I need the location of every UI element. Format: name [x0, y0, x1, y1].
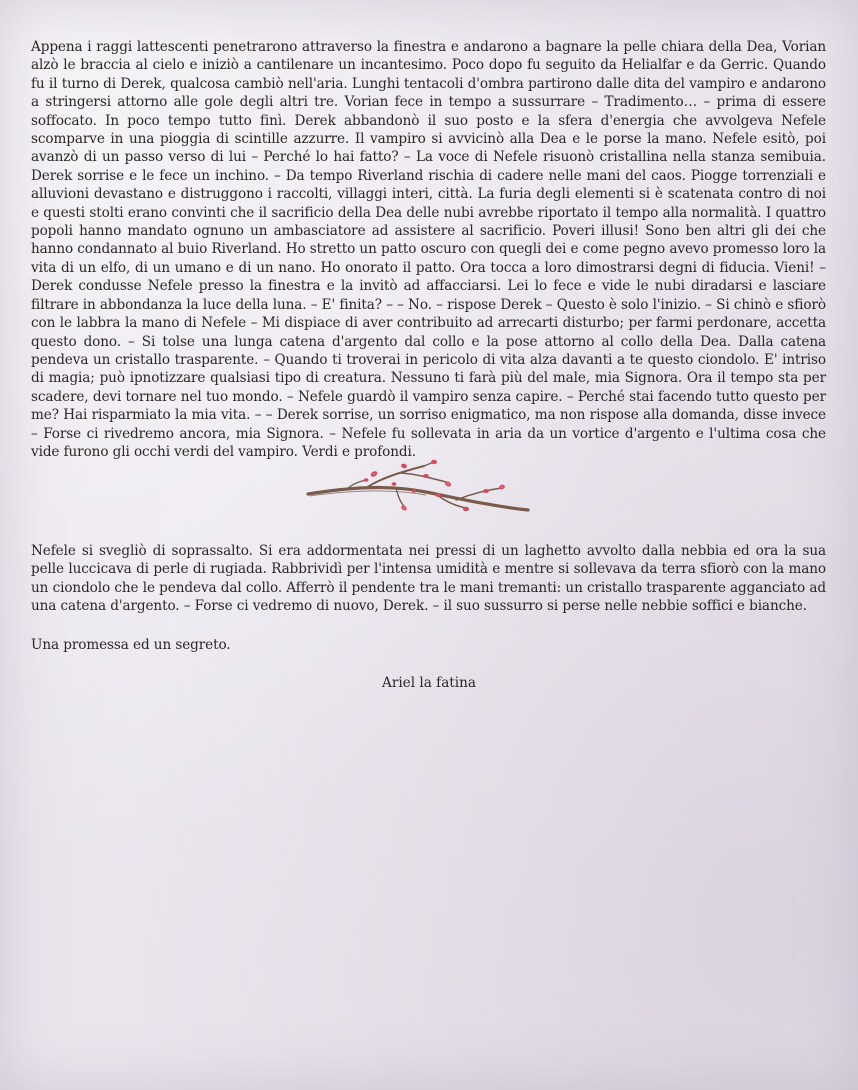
story-ending-paragraph: Nefele si svegliò di soprassalto. Si era addormentata nei pressi di un laghetto avvolto dalla nebbia ed ora la sua pelle luccicava di perle di rugiada. Rabbrividì per l'intensa umidità e mentre si sollevava da terra sfiorò con la mano un ciondolo che le pendeva dal collo. Afferrò il pendente tra le mani tremanti: un cristallo trasparente agganciato ad una catena d'argento. – Forse ci vedremo di nuovo, Derek. – il suo sussurro si perse nelle nebbie soffici e bianche. [31, 543, 826, 615]
cherry-blossom-branch-icon [306, 458, 530, 520]
author-signature: Ariel la fatina [382, 675, 476, 691]
story-main-paragraph: Appena i raggi lattescenti penetrarono attraverso la finestra e andarono a bagnare la pelle chiara della Dea, Vorian alzò le braccia al cielo e iniziò a cantilenare un incantesimo. Poco dopo fu seguito da Helialfar e da Gerric. Quando fu il turno di Derek, qualcosa cambiò nell'aria. Lunghi tentacoli d'ombra partirono dalle dita del vampiro e andarono a stringersi attorno alle gole degli altri tre. Vorian fece in tempo a sussurrare – Tradimento… – prima di essere soffocato. In poco tempo tutto finì. Derek abbandonò il suo posto e la sfera d'energia che avvolgeva Nefele scomparve in una pioggia di scintille azzurre. Il vampiro si avvicinò alla Dea e le porse la mano. Nefele esitò, poi avanzò di un passo verso di lui – Perché lo hai fatto? – La voce di Nefele risuonò cristallina nella stanza semibuia. Derek sorrise e le fece un inchino. – Da tempo Riverland rischia di cadere nelle mani del caos. Piogge torrenziali e alluvioni devastano e distruggono i raccolti, villaggi interi, città. La furia degli elementi si è scatenata contro di noi e questi stolti erano convinti che il sacrificio della Dea delle nubi avrebbe riportato il tempo alla normalità. I quattro popoli hanno mandato ognuno un ambasciatore ad assistere al sacrificio. Poveri illusi! Sono ben altri gli dei che hanno condannato al buio Riverland. Ho stretto un patto oscuro con quegli dei e come pegno avevo promesso loro la vita di un elfo, di un umano e di un nano. Ho onorato il patto. Ora tocca a loro dimostrarsi degni di fiducia. Vieni! – Derek condusse Nefele presso la finestra e la invitò ad affacciarsi. Lei lo fece e vide le nubi diradarsi e lasciare filtrare in abbondanza la luce della luna. – E' finita? – – No. – rispose Derek – Questo è solo l'inizio. – Si chinò e sfiorò con le labbra la mano di Nefele – Mi dispiace di aver contribuito ad arrecarti disturbo; per farmi perdonare, accetta questo dono. – Si tolse una lunga catena d'argento dal collo e la pose attorno al collo della Dea. Dalla catena pendeva un cristallo trasparente. – Quando ti troverai in pericolo di vita alza davanti a te questo ciondolo. E' intriso di magia; può ipnotizzare qualsiasi tipo di creatura. Nessuno ti farà più del male, mia Signora. Ora il tempo sta per scadere, devi tornare nel tuo mondo. – Nefele guardò il vampiro senza capire. – Perché stai facendo tutto questo per me? Hai risparmiato la mia vita. – – Derek sorrise, un sorriso enigmatico, ma non rispose alla domanda, disse invece – Forse ci rivedremo ancora, mia Signora. – Nefele fu sollevata in aria da un vortice d'argento e l'ultima cosa che vide furono gli occhi verdi del vampiro. Verdi e profondi. [31, 39, 826, 460]
closing-line: Una promessa ed un segreto. [31, 637, 231, 653]
